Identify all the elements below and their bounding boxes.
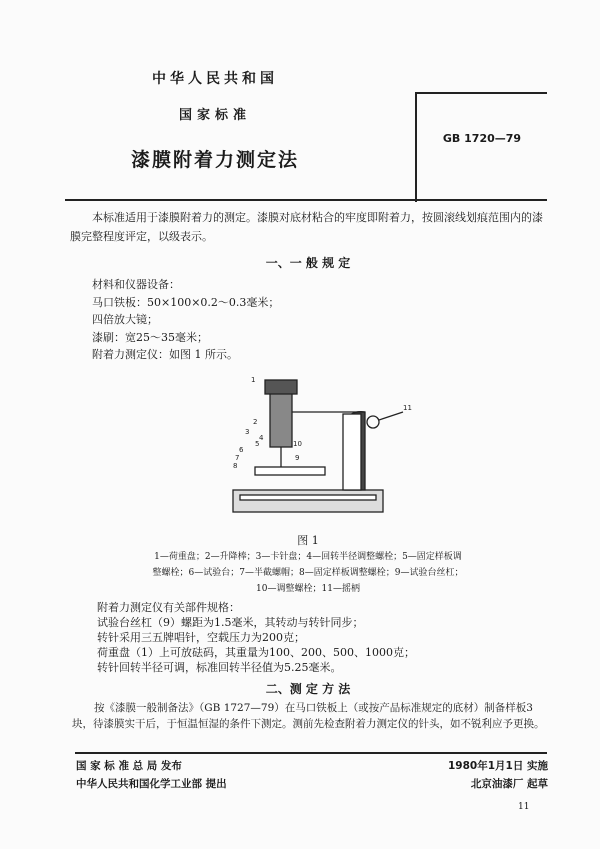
specs-list xyxy=(97,600,415,675)
list-item: 试验台丝杠（9）螺距为1.5毫米，其转动与转针同步； xyxy=(97,616,364,629)
effective-date: 1980年1月1日 实施 xyxy=(448,760,548,772)
code-box xyxy=(415,92,547,202)
label-11: 11 xyxy=(403,404,412,412)
label-7: 7 xyxy=(235,454,240,462)
legend-line: 10—调整螺栓；11—摇柄 xyxy=(256,584,360,594)
materials-list xyxy=(92,276,279,364)
section1-heading: 一、一 般 规 定 xyxy=(265,256,351,270)
figure-caption: 图 1 xyxy=(297,534,319,547)
label-8: 8 xyxy=(233,462,238,470)
footer-left xyxy=(76,757,227,793)
label-9: 9 xyxy=(295,454,300,462)
footer-divider xyxy=(75,752,547,754)
label-6: 6 xyxy=(239,446,244,454)
list-item: 转针采用三五牌唱针，空载压力为200克； xyxy=(97,631,305,644)
list-item: 材料和仪器设备： xyxy=(92,278,180,291)
section2-heading: 二、测 定 方 法 xyxy=(265,682,351,696)
issuer: 国 家 标 准 总 局 发布 xyxy=(76,760,182,772)
label-2: 2 xyxy=(253,418,258,426)
spindle xyxy=(270,392,292,447)
list-item: 附着力测定仪有关部件规格： xyxy=(97,601,240,614)
load-disc xyxy=(265,380,297,394)
figure-legend xyxy=(70,549,546,597)
country-name: 中华人民共和国 xyxy=(152,71,278,87)
section2-paragraph: 按《漆膜一般制备法》（GB 1727—79）在马口铁板上（或按产品标准规定的底材）制备样板3块，待漆膜实干后，于恒温恒湿的条件下测定。测前先检查附着力测定仪的针头，如不锐利应予更换。 xyxy=(72,702,545,730)
label-10: 10 xyxy=(293,440,302,448)
label-4: 4 xyxy=(259,434,264,442)
footer-right xyxy=(400,757,548,793)
standard-category: 国家标准 xyxy=(178,108,251,123)
label-5: 5 xyxy=(255,440,260,448)
label-3: 3 xyxy=(245,428,250,436)
standard-code: GB 1720—79 xyxy=(442,132,522,145)
list-item: 四倍放大镜； xyxy=(92,313,158,326)
list-item: 马口铁板：50×100×0.2～0.3毫米； xyxy=(92,295,280,309)
list-item: 荷重盘（1）上可放砝码，其重量为100、200、500、1000克； xyxy=(97,646,415,659)
page-title: 漆膜附着力测定法 xyxy=(130,149,299,171)
base-plate xyxy=(233,490,383,512)
legend-line: 整螺栓；6—试验台；7—半截螺帽；8—固定样板调整螺栓；9—试验台丝杠； xyxy=(152,568,464,578)
proposer: 中华人民共和国化学工业部 提出 xyxy=(76,778,227,790)
page-number: 11 xyxy=(518,802,530,812)
list-item: 附着力测定仪：如图 1 所示。 xyxy=(92,348,238,361)
apparatus-figure xyxy=(225,372,415,532)
list-item: 转针回转半径可调，标准回转半径值为5.25毫米。 xyxy=(97,661,342,674)
list-item: 漆刷：宽25～35毫米； xyxy=(92,330,208,344)
drafter: 北京油漆厂 起草 xyxy=(470,778,548,790)
header-divider xyxy=(65,199,547,201)
label-1: 1 xyxy=(251,376,256,384)
intro-paragraph: 本标准适用于漆膜附着力的测定。漆膜对底材粘合的牢度即附着力，按圆滚线划痕范围内的漆膜完整程度评定，以级表示。 xyxy=(70,211,543,243)
legend-line: 1—荷重盘；2—升降棒；3—卡针盘；4—回转半径调整螺栓；5—固定样板调 xyxy=(154,552,462,562)
